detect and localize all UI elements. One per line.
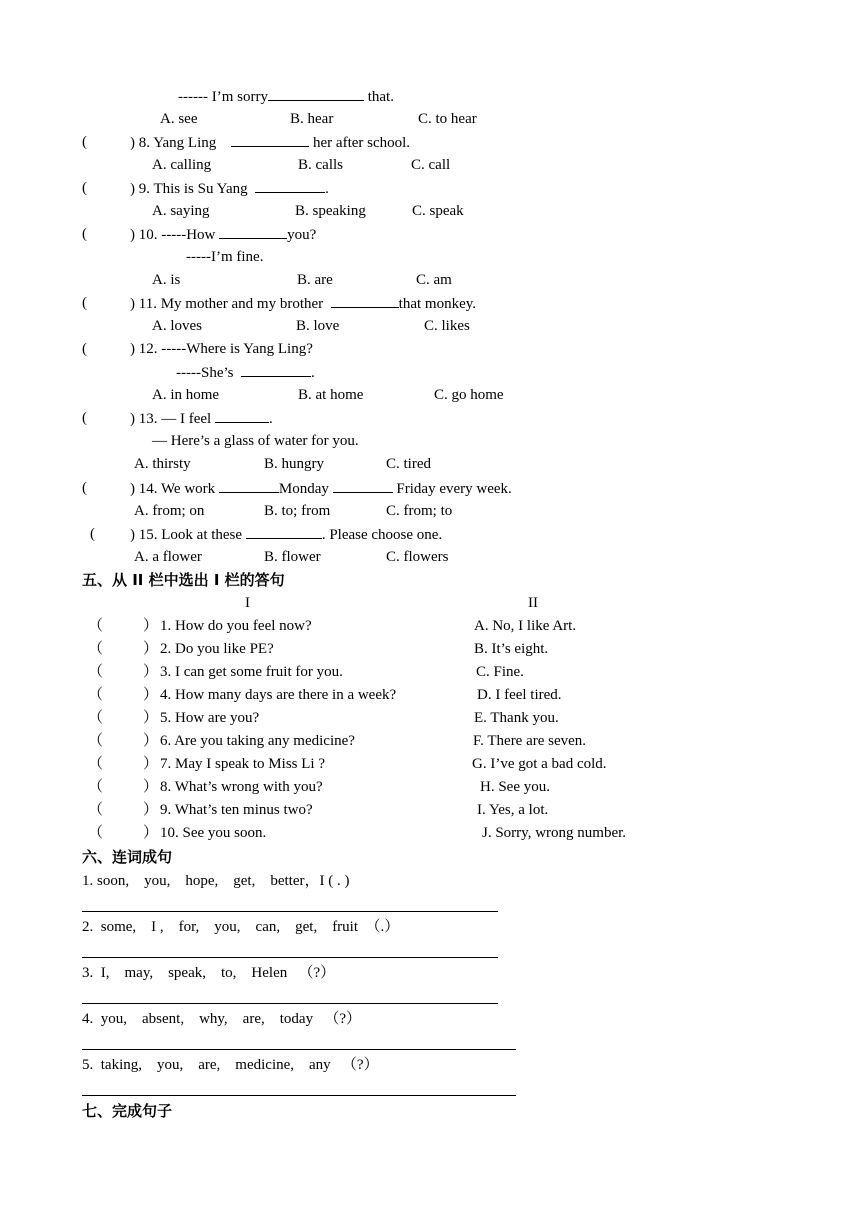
- match-question: 9. What’s ten minus two?: [160, 802, 313, 818]
- q14-option-a: A. from; on: [134, 503, 205, 519]
- paren-open: （: [88, 779, 104, 795]
- q9-option-a: A. saying: [152, 203, 210, 219]
- q14-suffix: Friday every week.: [392, 481, 512, 497]
- match-response: D. I feel tired.: [477, 687, 562, 703]
- paren-close: ）: [143, 641, 159, 657]
- column-ii-header: II: [528, 595, 538, 611]
- match-question: 2. Do you like PE?: [160, 641, 274, 657]
- q8-option-a: A. calling: [152, 157, 212, 173]
- reorder-words: 2. some, I , for, you, can, get, fruit （.）: [82, 919, 400, 935]
- q11-option-a: A. loves: [152, 318, 202, 334]
- q14-mid: Monday: [278, 481, 329, 497]
- match-answer-paren[interactable]: [88, 617, 158, 635]
- paren-close: ）: [143, 733, 159, 749]
- q7-response-line: [178, 87, 394, 106]
- match-response: E. Thank you.: [474, 710, 559, 726]
- paren-open: （: [88, 802, 104, 818]
- q12-question: ) 12. -----Where is Yang Ling?: [130, 341, 313, 357]
- section6-heading: 六、连词成句: [82, 848, 173, 866]
- q8-answer-blank[interactable]: [231, 133, 309, 147]
- q15-option-a: A. a flower: [134, 549, 202, 565]
- q7-option-c: C. to hear: [418, 111, 477, 127]
- q12-option-c: C. go home: [434, 387, 504, 403]
- q11-text: ) 11. My mother and my brother: [130, 296, 324, 312]
- match-answer-paren[interactable]: [88, 709, 158, 727]
- paren-close: ）: [143, 825, 159, 841]
- q13-question: [130, 409, 273, 428]
- q14-answer-blank-1[interactable]: [219, 479, 279, 493]
- reorder-words: 5. taking, you, are, medicine, any （?）: [82, 1057, 379, 1073]
- q15-text: ) 15. Look at these: [130, 527, 243, 543]
- paren-open: （: [88, 687, 104, 703]
- q15-paren[interactable]: (: [90, 526, 95, 542]
- match-question: 7. May I speak to Miss Li ?: [160, 756, 325, 772]
- q8-question: [130, 133, 410, 152]
- q11-option-b: B. love: [296, 318, 340, 334]
- match-response: C. Fine.: [476, 664, 524, 680]
- match-answer-paren[interactable]: [88, 663, 158, 681]
- q10-question: [130, 225, 316, 244]
- q15-option-c: C. flowers: [386, 549, 449, 565]
- q9-option-c: C. speak: [412, 203, 464, 219]
- q15-answer-blank[interactable]: [246, 525, 322, 539]
- q10-text: ) 10. -----How: [130, 227, 216, 243]
- q7-response-text: ------ I’m sorry: [178, 89, 268, 105]
- match-response: I. Yes, a lot.: [477, 802, 549, 818]
- q12-response-text: -----She’s: [176, 365, 234, 381]
- paren-close: ）: [143, 756, 159, 772]
- q14-text: ) 14. We work: [130, 481, 216, 497]
- q11-question: [130, 294, 476, 313]
- paren-open: （: [88, 664, 104, 680]
- q12-answer-blank[interactable]: [241, 363, 311, 377]
- q12-response: [176, 363, 315, 382]
- paren-close: ）: [143, 802, 159, 818]
- match-answer-paren[interactable]: [88, 824, 158, 842]
- q8-option-c: C. call: [411, 157, 451, 173]
- paren-open: （: [88, 733, 104, 749]
- q11-answer-blank[interactable]: [331, 294, 399, 308]
- q9-paren[interactable]: (: [82, 180, 87, 196]
- match-answer-paren[interactable]: [88, 801, 158, 819]
- q7-response-suffix: that.: [363, 89, 394, 105]
- q13-answer-blank[interactable]: [215, 409, 269, 423]
- q14-option-c: C. from; to: [386, 503, 453, 519]
- q13-paren[interactable]: (: [82, 410, 87, 426]
- paren-close: ）: [143, 710, 159, 726]
- q13-option-b: B. hungry: [264, 456, 324, 472]
- reorder-words: 4. you, absent, why, are, today （?）: [82, 1011, 361, 1027]
- q11-option-c: C. likes: [424, 318, 470, 334]
- answer-line[interactable]: [82, 957, 498, 958]
- q10-option-b: B. are: [297, 272, 333, 288]
- match-answer-paren[interactable]: [88, 686, 158, 704]
- paren-open: （: [88, 710, 104, 726]
- q10-answer-blank[interactable]: [219, 225, 287, 239]
- q10-suffix: you?: [287, 227, 317, 243]
- q13-option-c: C. tired: [386, 456, 431, 472]
- match-question: 6. Are you taking any medicine?: [160, 733, 355, 749]
- q8-paren[interactable]: (: [82, 134, 87, 150]
- q7-answer-blank[interactable]: [268, 87, 364, 101]
- q9-suffix: .: [325, 181, 329, 197]
- match-answer-paren[interactable]: [88, 755, 158, 773]
- match-answer-paren[interactable]: [88, 640, 158, 658]
- q9-text: ) 9. This is Su Yang: [130, 181, 248, 197]
- paren-open: （: [88, 618, 104, 634]
- q7-option-a: A. see: [160, 111, 198, 127]
- q10-paren[interactable]: (: [82, 226, 87, 242]
- answer-line[interactable]: [82, 1095, 516, 1096]
- match-question: 5. How are you?: [160, 710, 260, 726]
- q8-option-b: B. calls: [298, 157, 343, 173]
- match-question: 10. See you soon.: [160, 825, 267, 841]
- paren-open: （: [88, 825, 104, 841]
- q10-option-c: C. am: [416, 272, 452, 288]
- q13-response: — Here’s a glass of water for you.: [152, 433, 359, 449]
- match-response: B. It’s eight.: [474, 641, 549, 657]
- paren-close: ）: [143, 779, 159, 795]
- q14-option-b: B. to; from: [264, 503, 331, 519]
- q8-suffix: her after school.: [309, 135, 411, 151]
- match-question: 4. How many days are there in a week?: [160, 687, 397, 703]
- match-question: 3. I can get some fruit for you.: [160, 664, 343, 680]
- q15-suffix: . Please choose one.: [321, 527, 443, 543]
- q11-paren[interactable]: (: [82, 295, 87, 311]
- q15-question: [130, 525, 442, 544]
- match-question: 1. How do you feel now?: [160, 618, 312, 634]
- q13-text: ) 13. — I feel: [130, 411, 212, 427]
- q7-option-b: B. hear: [290, 111, 334, 127]
- q12-option-a: A. in home: [152, 387, 220, 403]
- q11-suffix: that monkey.: [398, 296, 476, 312]
- q13-suffix: .: [268, 411, 273, 427]
- q14-question: [130, 479, 512, 498]
- q9-question: [130, 179, 329, 198]
- q10-option-a: A. is: [152, 272, 181, 288]
- q12-suffix: .: [310, 365, 315, 381]
- paren-open: （: [88, 756, 104, 772]
- paren-close: ）: [143, 664, 159, 680]
- answer-line[interactable]: [82, 1049, 516, 1050]
- answer-line[interactable]: [82, 911, 498, 912]
- match-answer-paren[interactable]: [88, 778, 158, 796]
- section7-heading: 七、完成句子: [82, 1102, 173, 1120]
- match-response: F. There are seven.: [473, 733, 587, 749]
- match-answer-paren[interactable]: [88, 732, 158, 750]
- answer-line[interactable]: [82, 1003, 498, 1004]
- section5-heading: 五、从 II 栏中选出 I 栏的答句: [82, 571, 285, 589]
- q9-option-b: B. speaking: [295, 203, 366, 219]
- q8-text: ) 8. Yang Ling: [130, 135, 217, 151]
- q12-paren[interactable]: (: [82, 341, 87, 357]
- match-response: J. Sorry, wrong number.: [482, 825, 627, 841]
- paren-close: ）: [143, 618, 159, 634]
- q12-option-b: B. at home: [298, 387, 364, 403]
- q13-option-a: A. thirsty: [134, 456, 191, 472]
- column-i-header: I: [245, 595, 250, 611]
- paren-open: （: [88, 641, 104, 657]
- match-response: A. No, I like Art.: [474, 618, 577, 634]
- q10-response: -----I’m fine.: [186, 249, 264, 265]
- q14-paren[interactable]: (: [82, 480, 87, 496]
- match-response: G. I’ve got a bad cold.: [472, 756, 607, 772]
- match-question: 8. What’s wrong with you?: [160, 779, 323, 795]
- paren-close: ）: [143, 687, 159, 703]
- q9-answer-blank[interactable]: [255, 179, 325, 193]
- q14-answer-blank-2[interactable]: [333, 479, 393, 493]
- q15-option-b: B. flower: [264, 549, 321, 565]
- match-response: H. See you.: [480, 779, 550, 795]
- reorder-words: 1. soon, you, hope, get, better，I ( . ): [82, 873, 350, 889]
- reorder-words: 3. I, may, speak, to, Helen （?）: [82, 965, 336, 981]
